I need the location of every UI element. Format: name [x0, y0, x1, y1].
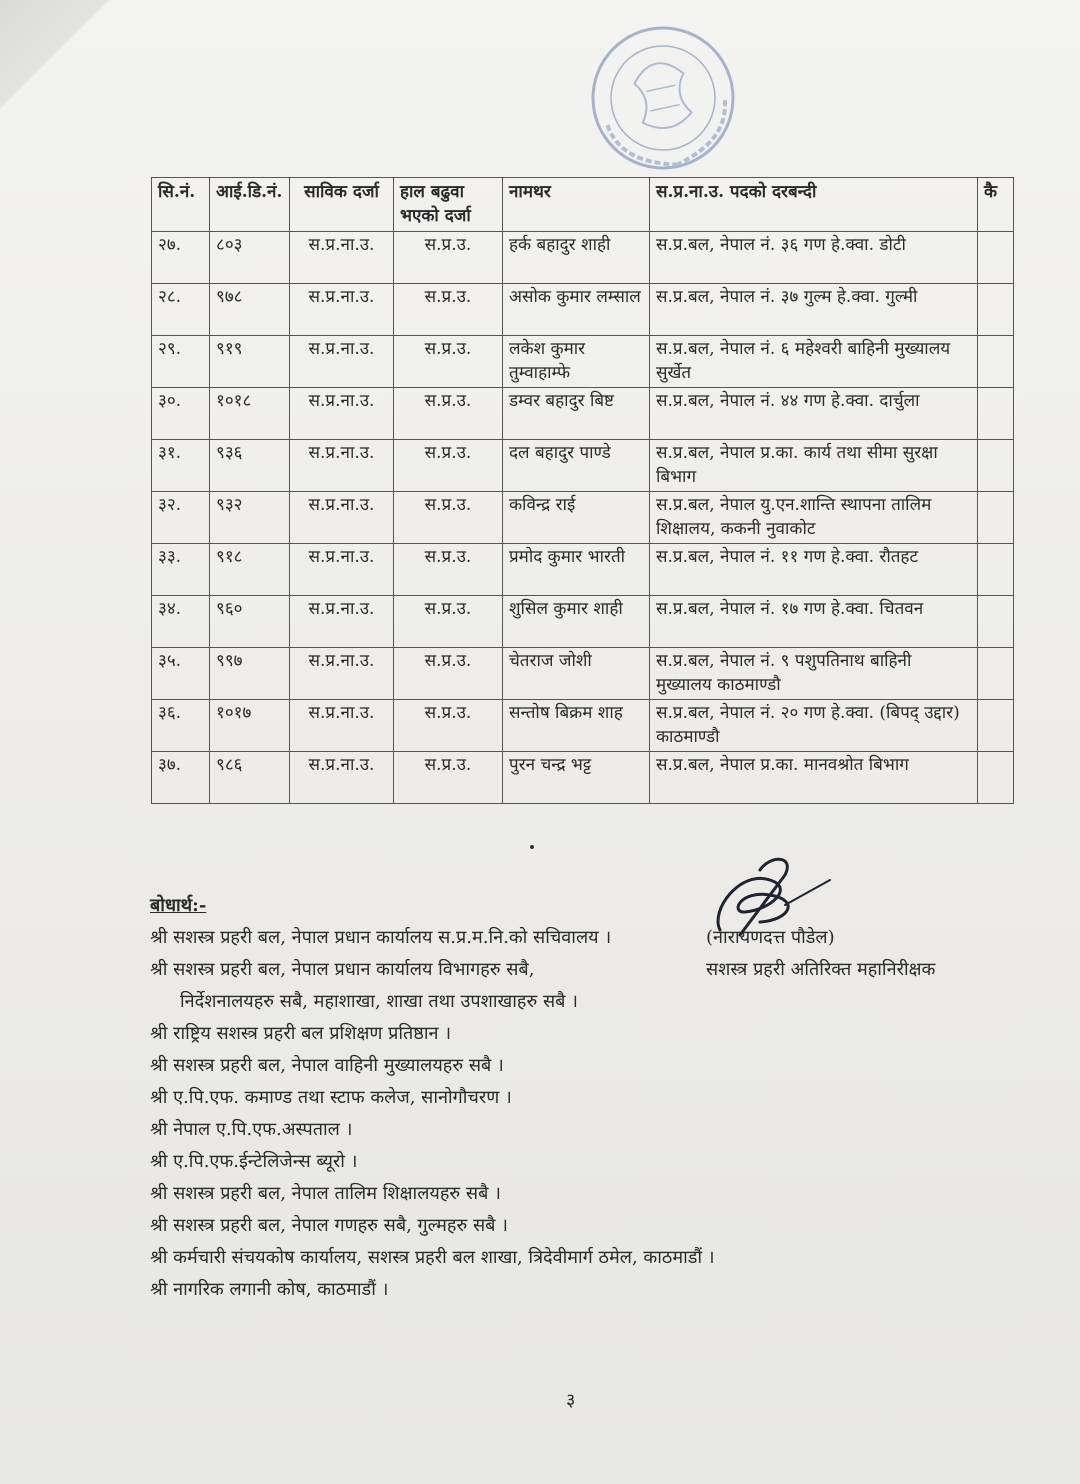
cc-item: श्री सशस्त्र प्रहरी बल, नेपाल प्रधान कार्यालय स.प्र.म.नि.को सचिवालय ।	[150, 927, 612, 948]
cell-remarks	[978, 284, 1014, 336]
table-row	[152, 388, 1014, 440]
table-row	[152, 700, 1014, 752]
cell-name: कविन्द्र राई	[503, 492, 650, 544]
table-row	[152, 544, 1014, 596]
cell-promoted-rank: स.प्र.उ.	[394, 648, 503, 700]
cc-title: बोधार्थ:-	[150, 895, 207, 916]
table-row	[152, 284, 1014, 336]
cell-id: ९३६	[210, 440, 290, 492]
col-remarks: कै	[978, 178, 1014, 232]
cell-promoted-rank: स.प्र.उ.	[394, 440, 503, 492]
col-prev-rank: साविक दर्जा	[290, 178, 394, 232]
cell-posting: स.प्र.बल, नेपाल नं. ३६ गण हे.क्वा. डोटी	[650, 232, 978, 284]
cell-name: दल बहादुर पाण्डे	[503, 440, 650, 492]
signatory-title: सशस्त्र प्रहरी अतिरिक्त महानिरीक्षक	[706, 959, 936, 980]
cell-name: सन्तोष बिक्रम शाह	[503, 700, 650, 752]
cell-serial: ३२.	[152, 492, 210, 544]
page-fold-shadow	[0, 0, 120, 120]
cell-id: ९९७	[210, 648, 290, 700]
cell-posting: स.प्र.बल, नेपाल प्र.का. कार्य तथा सीमा सुरक्षा बिभाग	[650, 440, 978, 492]
cc-item: श्री नेपाल ए.पि.एफ.अस्पताल ।	[150, 1119, 353, 1140]
table-row	[152, 492, 1014, 544]
cc-item: निर्देशनालयहरु सबै, महाशाखा, शाखा तथा उपशाखाहरु सबै ।	[180, 991, 578, 1012]
cell-promoted-rank: स.प्र.उ.	[394, 752, 503, 804]
cc-item: श्री सशस्त्र प्रहरी बल, नेपाल गणहरु सबै, गुल्महरु सबै ।	[150, 1215, 508, 1236]
cell-serial: ३४.	[152, 596, 210, 648]
cell-serial: ३७.	[152, 752, 210, 804]
cell-serial: ३३.	[152, 544, 210, 596]
cell-remarks	[978, 596, 1014, 648]
cell-name: प्रमोद कुमार भारती	[503, 544, 650, 596]
cell-prev-rank: स.प्र.ना.उ.	[290, 596, 394, 648]
cc-item: श्री ए.पि.एफ.ईन्टेलिजेन्स ब्यूरो ।	[150, 1151, 358, 1172]
cell-posting: स.प्र.बल, नेपाल नं. ६ महेश्वरी बाहिनी मुख्यालय सुर्खेत	[650, 336, 978, 388]
cell-serial: २९.	[152, 336, 210, 388]
cell-serial: ३६.	[152, 700, 210, 752]
cell-prev-rank: स.प्र.ना.उ.	[290, 440, 394, 492]
cc-item: श्री कर्मचारी संचयकोष कार्यालय, सशस्त्र प्रहरी बल शाखा, त्रिदेवीमार्ग ठमेल, काठमाडौं ।	[150, 1247, 715, 1268]
cell-name: हर्क बहादुर शाही	[503, 232, 650, 284]
cell-id: ९१८	[210, 544, 290, 596]
cell-serial: ३०.	[152, 388, 210, 440]
cell-id: ९७८	[210, 284, 290, 336]
cell-id: ९१९	[210, 336, 290, 388]
cell-remarks	[978, 336, 1014, 388]
cell-remarks	[978, 492, 1014, 544]
cell-name: शुसिल कुमार शाही	[503, 596, 650, 648]
cell-remarks	[978, 752, 1014, 804]
cc-item: श्री ए.पि.एफ. कमाण्ड तथा स्टाफ कलेज, सानोगौचरण ।	[150, 1087, 512, 1108]
cell-name: चेतराज जोशी	[503, 648, 650, 700]
cell-remarks	[978, 440, 1014, 492]
cell-promoted-rank: स.प्र.उ.	[394, 336, 503, 388]
col-name: नामथर	[503, 178, 650, 232]
cell-promoted-rank: स.प्र.उ.	[394, 596, 503, 648]
cell-id: १०१८	[210, 388, 290, 440]
cc-item: श्री सशस्त्र प्रहरी बल, नेपाल वाहिनी मुख्यालयहरु सबै ।	[150, 1055, 504, 1076]
cell-prev-rank: स.प्र.ना.उ.	[290, 284, 394, 336]
cell-id: ८०३	[210, 232, 290, 284]
cell-prev-rank: स.प्र.ना.उ.	[290, 752, 394, 804]
cell-prev-rank: स.प्र.ना.उ.	[290, 232, 394, 284]
cell-promoted-rank: स.प्र.उ.	[394, 544, 503, 596]
cell-name: डम्वर बहादुर बिष्ट	[503, 388, 650, 440]
signatory-name: (नारायणदत्त पौडेल)	[706, 927, 835, 948]
cell-name: लकेश कुमार तुम्वाहाम्फे	[503, 336, 650, 388]
cell-remarks	[978, 648, 1014, 700]
cc-item: श्री राष्ट्रिय सशस्त्र प्रहरी बल प्रशिक्षण प्रतिष्ठान ।	[150, 1023, 452, 1044]
cell-posting: स.प्र.बल, नेपाल नं. ११ गण हे.क्वा. रौतहट	[650, 544, 978, 596]
table-header-row	[152, 178, 1014, 232]
cell-promoted-rank: स.प्र.उ.	[394, 492, 503, 544]
cell-posting: स.प्र.बल, नेपाल नं. १७ गण हे.क्वा. चितवन	[650, 596, 978, 648]
cell-id: ९६०	[210, 596, 290, 648]
cell-prev-rank: स.प्र.ना.उ.	[290, 648, 394, 700]
cell-id: ९३२	[210, 492, 290, 544]
cell-remarks	[978, 232, 1014, 284]
table-row	[152, 596, 1014, 648]
table-row	[152, 752, 1014, 804]
cc-item: श्री सशस्त्र प्रहरी बल, नेपाल प्रधान कार्यालय विभागहरु सबै,	[150, 959, 535, 980]
col-serial: सि.नं.	[152, 178, 210, 232]
cell-remarks	[978, 544, 1014, 596]
cell-posting: स.प्र.बल, नेपाल प्र.का. मानवश्रोत बिभाग	[650, 752, 978, 804]
cell-prev-rank: स.प्र.ना.उ.	[290, 336, 394, 388]
cc-item: श्री नागरिक लगानी कोष, काठमाडौं ।	[150, 1279, 389, 1300]
cell-id: १०१७	[210, 700, 290, 752]
cell-promoted-rank: स.प्र.उ.	[394, 284, 503, 336]
cell-posting: स.प्र.बल, नेपाल नं. ९ पशुपतिनाथ बाहिनी मुख्यालय काठमाण्डौ	[650, 648, 978, 700]
cell-serial: २७.	[152, 232, 210, 284]
table-row	[152, 648, 1014, 700]
cc-item: श्री सशस्त्र प्रहरी बल, नेपाल तालिम शिक्षालयहरु सबै ।	[150, 1183, 501, 1204]
cell-prev-rank: स.प्र.ना.उ.	[290, 492, 394, 544]
table-row	[152, 440, 1014, 492]
table-row	[152, 336, 1014, 388]
cell-remarks	[978, 388, 1014, 440]
cell-posting: स.प्र.बल, नेपाल यु.एन.शान्ति स्थापना तालिम शिक्षालय, ककनी नुवाकोट	[650, 492, 978, 544]
promotion-table	[151, 177, 1014, 804]
official-seal	[563, 2, 763, 194]
cell-serial: ३१.	[152, 440, 210, 492]
cell-remarks	[978, 700, 1014, 752]
cell-posting: स.प्र.बल, नेपाल नं. ३७ गुल्म हे.क्वा. गुल्मी	[650, 284, 978, 336]
cell-prev-rank: स.प्र.ना.उ.	[290, 388, 394, 440]
col-posting: स.प्र.ना.उ. पदको दरबन्दी	[650, 178, 978, 232]
cell-name: असोक कुमार लम्साल	[503, 284, 650, 336]
cell-prev-rank: स.प्र.ना.उ.	[290, 700, 394, 752]
col-promoted-rank: हाल बढुवा भएको दर्जा	[394, 178, 503, 232]
cell-promoted-rank: स.प्र.उ.	[394, 700, 503, 752]
col-id: आई.डि.नं.	[210, 178, 290, 232]
cell-name: पुरन चन्द्र भट्ट	[503, 752, 650, 804]
cell-prev-rank: स.प्र.ना.उ.	[290, 544, 394, 596]
cell-posting: स.प्र.बल, नेपाल नं. २० गण हे.क्वा. (बिपद् उद्दार) काठमाण्डौ	[650, 700, 978, 752]
cell-posting: स.प्र.बल, नेपाल नं. ४४ गण हे.क्वा. दार्चुला	[650, 388, 978, 440]
cell-promoted-rank: स.प्र.उ.	[394, 232, 503, 284]
cell-serial: ३५.	[152, 648, 210, 700]
cell-promoted-rank: स.प्र.उ.	[394, 388, 503, 440]
page-number: ३	[566, 1390, 576, 1411]
table-row	[152, 232, 1014, 284]
cell-serial: २८.	[152, 284, 210, 336]
cell-id: ९८६	[210, 752, 290, 804]
ink-dot	[530, 845, 534, 849]
